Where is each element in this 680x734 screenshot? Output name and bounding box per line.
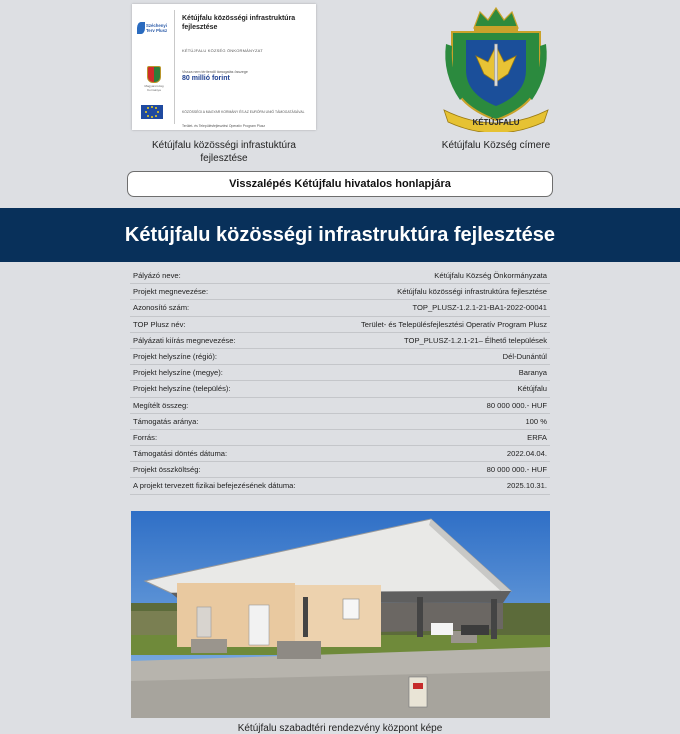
info-row — [130, 381, 550, 397]
info-key: Forrás: — [133, 432, 158, 442]
info-value: 2025.10.31. — [506, 481, 547, 491]
info-value: 80 000 000.- HUF — [486, 400, 547, 410]
poster-funding-line: KÖZÖSSÉGI A MAGYAR KORMÁNY ÉS AZ EURÓPAI UNIÓ TÁMOGATÁSÁVAL — [182, 110, 305, 114]
szechenyi-terv-logo: Széchenyi Terv Plusz — [137, 22, 173, 36]
ketujfalu-crest-icon — [440, 4, 552, 132]
info-row — [130, 478, 550, 494]
poster-program-line: Terület- és Településfejlesztési Operatív Program Plusz — [182, 124, 266, 128]
eu-flag-icon — [141, 105, 163, 119]
info-row — [130, 414, 550, 430]
info-row — [130, 317, 550, 333]
info-row — [130, 333, 550, 349]
info-value: ERFA — [527, 432, 547, 442]
info-value: 100 % — [525, 416, 547, 426]
info-value: 2022.04.04. — [506, 449, 547, 459]
info-key: Projekt összköltség: — [133, 465, 201, 475]
crest-caption: Kétújfalu Község címere — [441, 140, 551, 151]
poster-amount-label: Vissza nem térítendő támogatás összege — [182, 70, 248, 74]
info-key: Pályázó neve: — [133, 271, 181, 280]
photo-caption: Kétújfalu szabadtéri rendezvény központ képe — [237, 723, 443, 734]
info-key: Projekt megnevezése: — [133, 287, 209, 297]
crest-banner-text: KÉTÚJFALU — [472, 118, 520, 127]
info-value: Kétújfalu — [517, 384, 547, 394]
info-value: TOP_PLUSZ-1.2.1-21-BA1-2022-00041 — [412, 303, 547, 313]
info-value: Baranya — [518, 368, 547, 378]
info-value: Terület- és Településfejlesztési Operatív Program Plusz — [361, 319, 547, 329]
info-key: Pályázati kiírás megnevezése: — [133, 335, 236, 345]
info-value: Kétújfalu Község Önkormányzata — [434, 271, 547, 280]
back-to-homepage-button[interactable]: Visszalépés Kétújfalu hivatalos honlapjára — [127, 171, 553, 197]
info-value: Kétújfalu közösségi infrastruktúra fejlesztése — [397, 287, 547, 297]
info-row — [130, 365, 550, 381]
info-key: Projekt helyszíne (megye): — [133, 368, 223, 378]
info-key: Projekt helyszíne (régió): — [133, 351, 217, 361]
info-key: Azonosító szám: — [133, 303, 190, 313]
info-row — [130, 349, 550, 365]
poster-caption: Kétújfalu közösségi infrastuktúra fejlesztése — [152, 140, 296, 164]
hungary-coat-of-arms-icon — [147, 66, 161, 83]
info-row — [130, 430, 550, 446]
poster-amount: 80 millió forint — [182, 75, 230, 82]
info-key: A projekt tervezett fizikai befejezésének dátuma: — [133, 481, 296, 491]
info-value: TOP_PLUSZ-1.2.1-21– Élhető települések — [404, 335, 547, 345]
info-row — [130, 268, 550, 284]
info-key: Megítélt összeg: — [133, 400, 189, 410]
project-poster-image — [132, 4, 316, 130]
poster-org: KÉTÚJFALU KÖZSÉG ÖNKORMÁNYZAT — [182, 48, 263, 53]
info-row — [130, 398, 550, 414]
info-row — [130, 300, 550, 316]
project-info-table — [130, 268, 550, 495]
hungary-logo-text: Magyarország Kormánya — [144, 84, 164, 92]
info-row — [130, 462, 550, 478]
info-row — [130, 446, 550, 462]
info-key: Projekt helyszíne (település): — [133, 384, 231, 394]
info-row — [130, 284, 550, 300]
info-key: Támogatás aránya: — [133, 416, 199, 426]
info-key: TOP Plusz név: — [133, 319, 186, 329]
poster-title: Kétújfalu közösségi infrastruktúra fejlesztése — [182, 15, 296, 31]
page-title: Kétújfalu közösségi infrastruktúra fejlesztése — [0, 208, 680, 262]
info-value: Dél-Dunántúl — [502, 351, 547, 361]
info-value: 80 000 000.- HUF — [486, 465, 547, 475]
info-key: Támogatási döntés dátuma: — [133, 449, 228, 459]
event-center-photo — [131, 511, 550, 718]
